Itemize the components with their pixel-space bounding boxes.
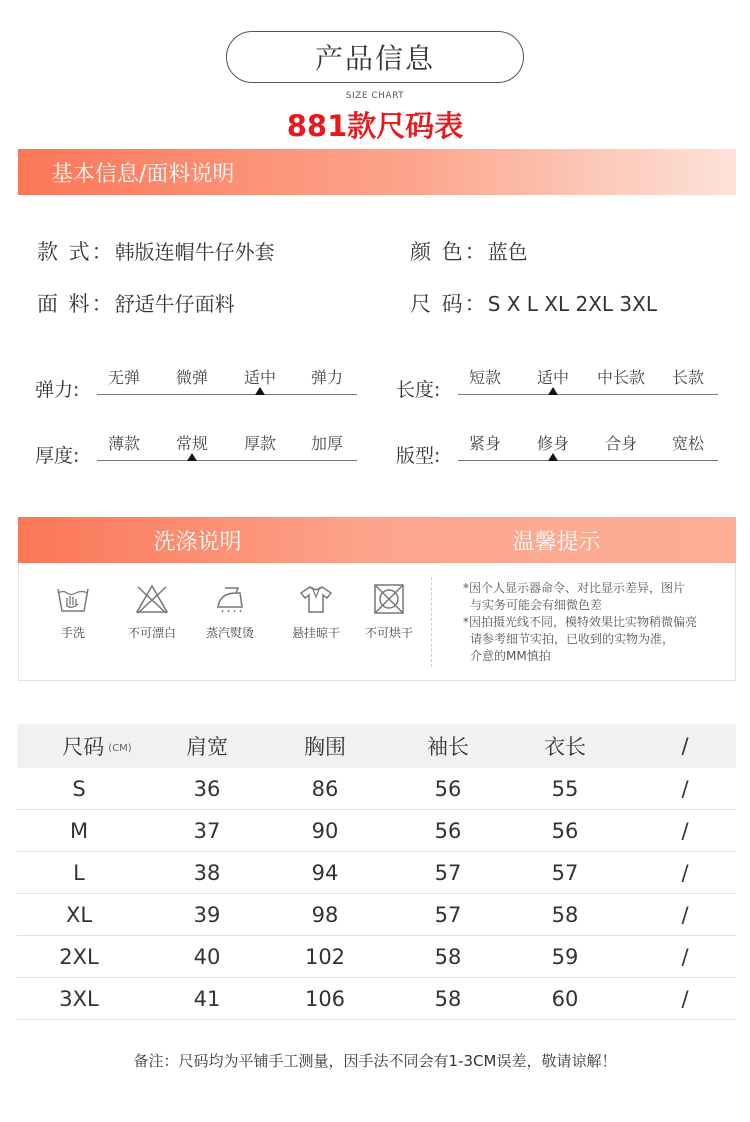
elasticity-scale: [35, 365, 357, 401]
table-row: [17, 852, 736, 894]
scale-option: 长款: [671, 368, 705, 387]
tips-text: [463, 580, 735, 665]
table-cell: 98: [311, 902, 339, 927]
thickness-scale: [35, 431, 357, 467]
table-cell: 56: [434, 776, 462, 801]
header-sleeve: 袖长: [427, 735, 469, 759]
style-row: [37, 236, 275, 266]
tip-line: 介意的MM慎拍: [470, 649, 551, 663]
care-divider: [431, 577, 432, 667]
measurement-note: 备注：尺码均为平铺手工测量，因手法不同会有1-3CM误差，敬请谅解！: [133, 1052, 617, 1070]
tips-heading: 温馨提示: [512, 529, 601, 555]
scale-option: 无弹: [107, 368, 141, 387]
scale-option: 常规: [175, 434, 209, 453]
table-cell: 39: [193, 902, 221, 927]
scale-option: 中长款: [596, 368, 646, 387]
scale-option: 宽松: [671, 434, 705, 453]
scale-label: 长度:: [396, 379, 441, 401]
size-value: S X L XL 2XL 3XL: [487, 292, 657, 316]
tip-line: 请参考细节实拍，已收到的实物为准，: [470, 632, 675, 646]
care-item-hang-dry: [281, 583, 351, 641]
selected-marker-icon: [548, 453, 558, 461]
tip-line: 与实务可能会有细微色差: [470, 598, 603, 612]
scale-option: 紧身: [468, 434, 502, 453]
scale-label: 版型:: [396, 445, 441, 467]
scale-option: 厚款: [243, 434, 277, 453]
table-cell: L: [73, 860, 85, 885]
size-table-header: [17, 724, 736, 768]
style-label: 款 式：: [37, 240, 115, 264]
table-cell: 36: [193, 776, 221, 801]
steam-iron-icon: [212, 583, 248, 615]
table-row: [17, 768, 736, 810]
wash-heading: 洗涤说明: [153, 529, 242, 555]
hand-wash-icon: [55, 583, 91, 615]
table-cell: XL: [65, 902, 93, 927]
table-cell: 38: [193, 860, 221, 885]
care-label: 手洗: [60, 626, 85, 640]
care-label: 不可烘干: [364, 626, 413, 640]
table-row: [17, 936, 736, 978]
model-size-title: 881款尺码表: [286, 109, 464, 143]
color-row: [410, 236, 528, 266]
care-item-no-tumble-dry: [354, 583, 424, 641]
table-cell: /: [681, 986, 689, 1011]
table-cell: 90: [311, 818, 339, 843]
table-cell: 58: [551, 902, 579, 927]
table-cell: 37: [193, 818, 221, 843]
no-bleach-icon: [134, 583, 170, 615]
scale-track: [458, 431, 718, 461]
table-cell: /: [681, 776, 689, 801]
scale-option: 适中: [243, 368, 277, 387]
selected-marker-icon: [255, 387, 265, 395]
basic-info-heading: 基本信息/面料说明: [51, 161, 235, 187]
table-cell: 57: [434, 902, 462, 927]
product-info-title: 产品信息: [226, 31, 524, 83]
scale-option: 加厚: [310, 434, 344, 453]
color-label: 颜 色：: [410, 240, 488, 264]
size-table-body: [17, 768, 736, 1020]
style-value: 韩版连帽牛仔外套: [114, 240, 275, 264]
table-cell: 60: [551, 986, 579, 1011]
table-cell: /: [681, 902, 689, 927]
size-table: [17, 724, 736, 1020]
selected-marker-icon: [187, 453, 197, 461]
scale-track: [97, 365, 357, 395]
no-tumble-dry-icon: [371, 583, 407, 615]
header-size-label: 尺码: [62, 735, 105, 759]
table-cell: S: [72, 776, 86, 801]
fit-scale: [396, 431, 718, 467]
fabric-row: [37, 288, 235, 318]
table-cell: M: [69, 818, 89, 843]
care-item-no-bleach: [117, 583, 187, 641]
table-cell: 57: [551, 860, 579, 885]
table-cell: 55: [551, 776, 579, 801]
table-cell: 3XL: [59, 986, 99, 1011]
fabric-value: 舒适牛仔面料: [114, 292, 235, 316]
care-box: [18, 563, 736, 681]
care-item-hand-wash: [38, 583, 108, 641]
scale-track: [458, 365, 718, 395]
header-size: [62, 724, 131, 768]
scale-option: 短款: [468, 368, 502, 387]
scale-track: [97, 431, 357, 461]
table-cell: 86: [311, 776, 339, 801]
hang-dry-icon: [298, 583, 334, 615]
size-chart-subtitle: SIZE CHART: [345, 91, 405, 101]
size-row: [410, 288, 657, 318]
care-item-steam-iron: [195, 583, 265, 641]
table-cell: 40: [193, 944, 221, 969]
scale-option: 修身: [536, 434, 570, 453]
scale-option: 适中: [536, 368, 570, 387]
tip-line: *因拍摄光线不同，模特效果比实物稍微偏亮: [463, 615, 698, 629]
care-band: [18, 517, 736, 563]
unit-label: (CM): [108, 742, 132, 754]
table-cell: 58: [434, 944, 462, 969]
tip-line: *因个人显示器命令、对比显示差异，图片: [463, 581, 686, 595]
selected-marker-icon: [548, 387, 558, 395]
table-cell: 57: [434, 860, 462, 885]
size-label: 尺 码：: [410, 292, 488, 316]
scale-option: 微弹: [175, 368, 209, 387]
table-cell: 106: [304, 986, 346, 1011]
table-cell: 102: [304, 944, 346, 969]
color-value: 蓝色: [487, 240, 528, 264]
care-label: 悬挂晾干: [291, 626, 340, 640]
fabric-label: 面 料：: [37, 292, 115, 316]
header-length: 衣长: [544, 735, 586, 759]
table-cell: 2XL: [59, 944, 99, 969]
table-cell: 94: [311, 860, 339, 885]
scale-option: 合身: [604, 434, 638, 453]
header-extra: /: [681, 734, 689, 758]
table-cell: 58: [434, 986, 462, 1011]
header-shoulder: 肩宽: [186, 735, 228, 759]
tips-band: [377, 517, 736, 563]
care-label: 蒸汽熨烫: [205, 626, 254, 640]
table-cell: 56: [551, 818, 579, 843]
scale-option: 弹力: [310, 368, 344, 387]
table-cell: 41: [193, 986, 221, 1011]
table-cell: 59: [551, 944, 579, 969]
table-cell: /: [681, 944, 689, 969]
table-cell: /: [681, 818, 689, 843]
table-row: [17, 810, 736, 852]
length-scale: [396, 365, 718, 401]
care-label: 不可漂白: [127, 626, 176, 640]
scale-label: 厚度:: [35, 445, 80, 467]
basic-info-band: [18, 149, 736, 195]
table-row: [17, 894, 736, 936]
table-row: [17, 978, 736, 1020]
scale-label: 弹力:: [35, 379, 80, 401]
header-chest: 胸围: [304, 735, 346, 759]
wash-band: [18, 517, 377, 563]
scale-option: 薄款: [107, 434, 141, 453]
table-cell: 56: [434, 818, 462, 843]
table-cell: /: [681, 860, 689, 885]
